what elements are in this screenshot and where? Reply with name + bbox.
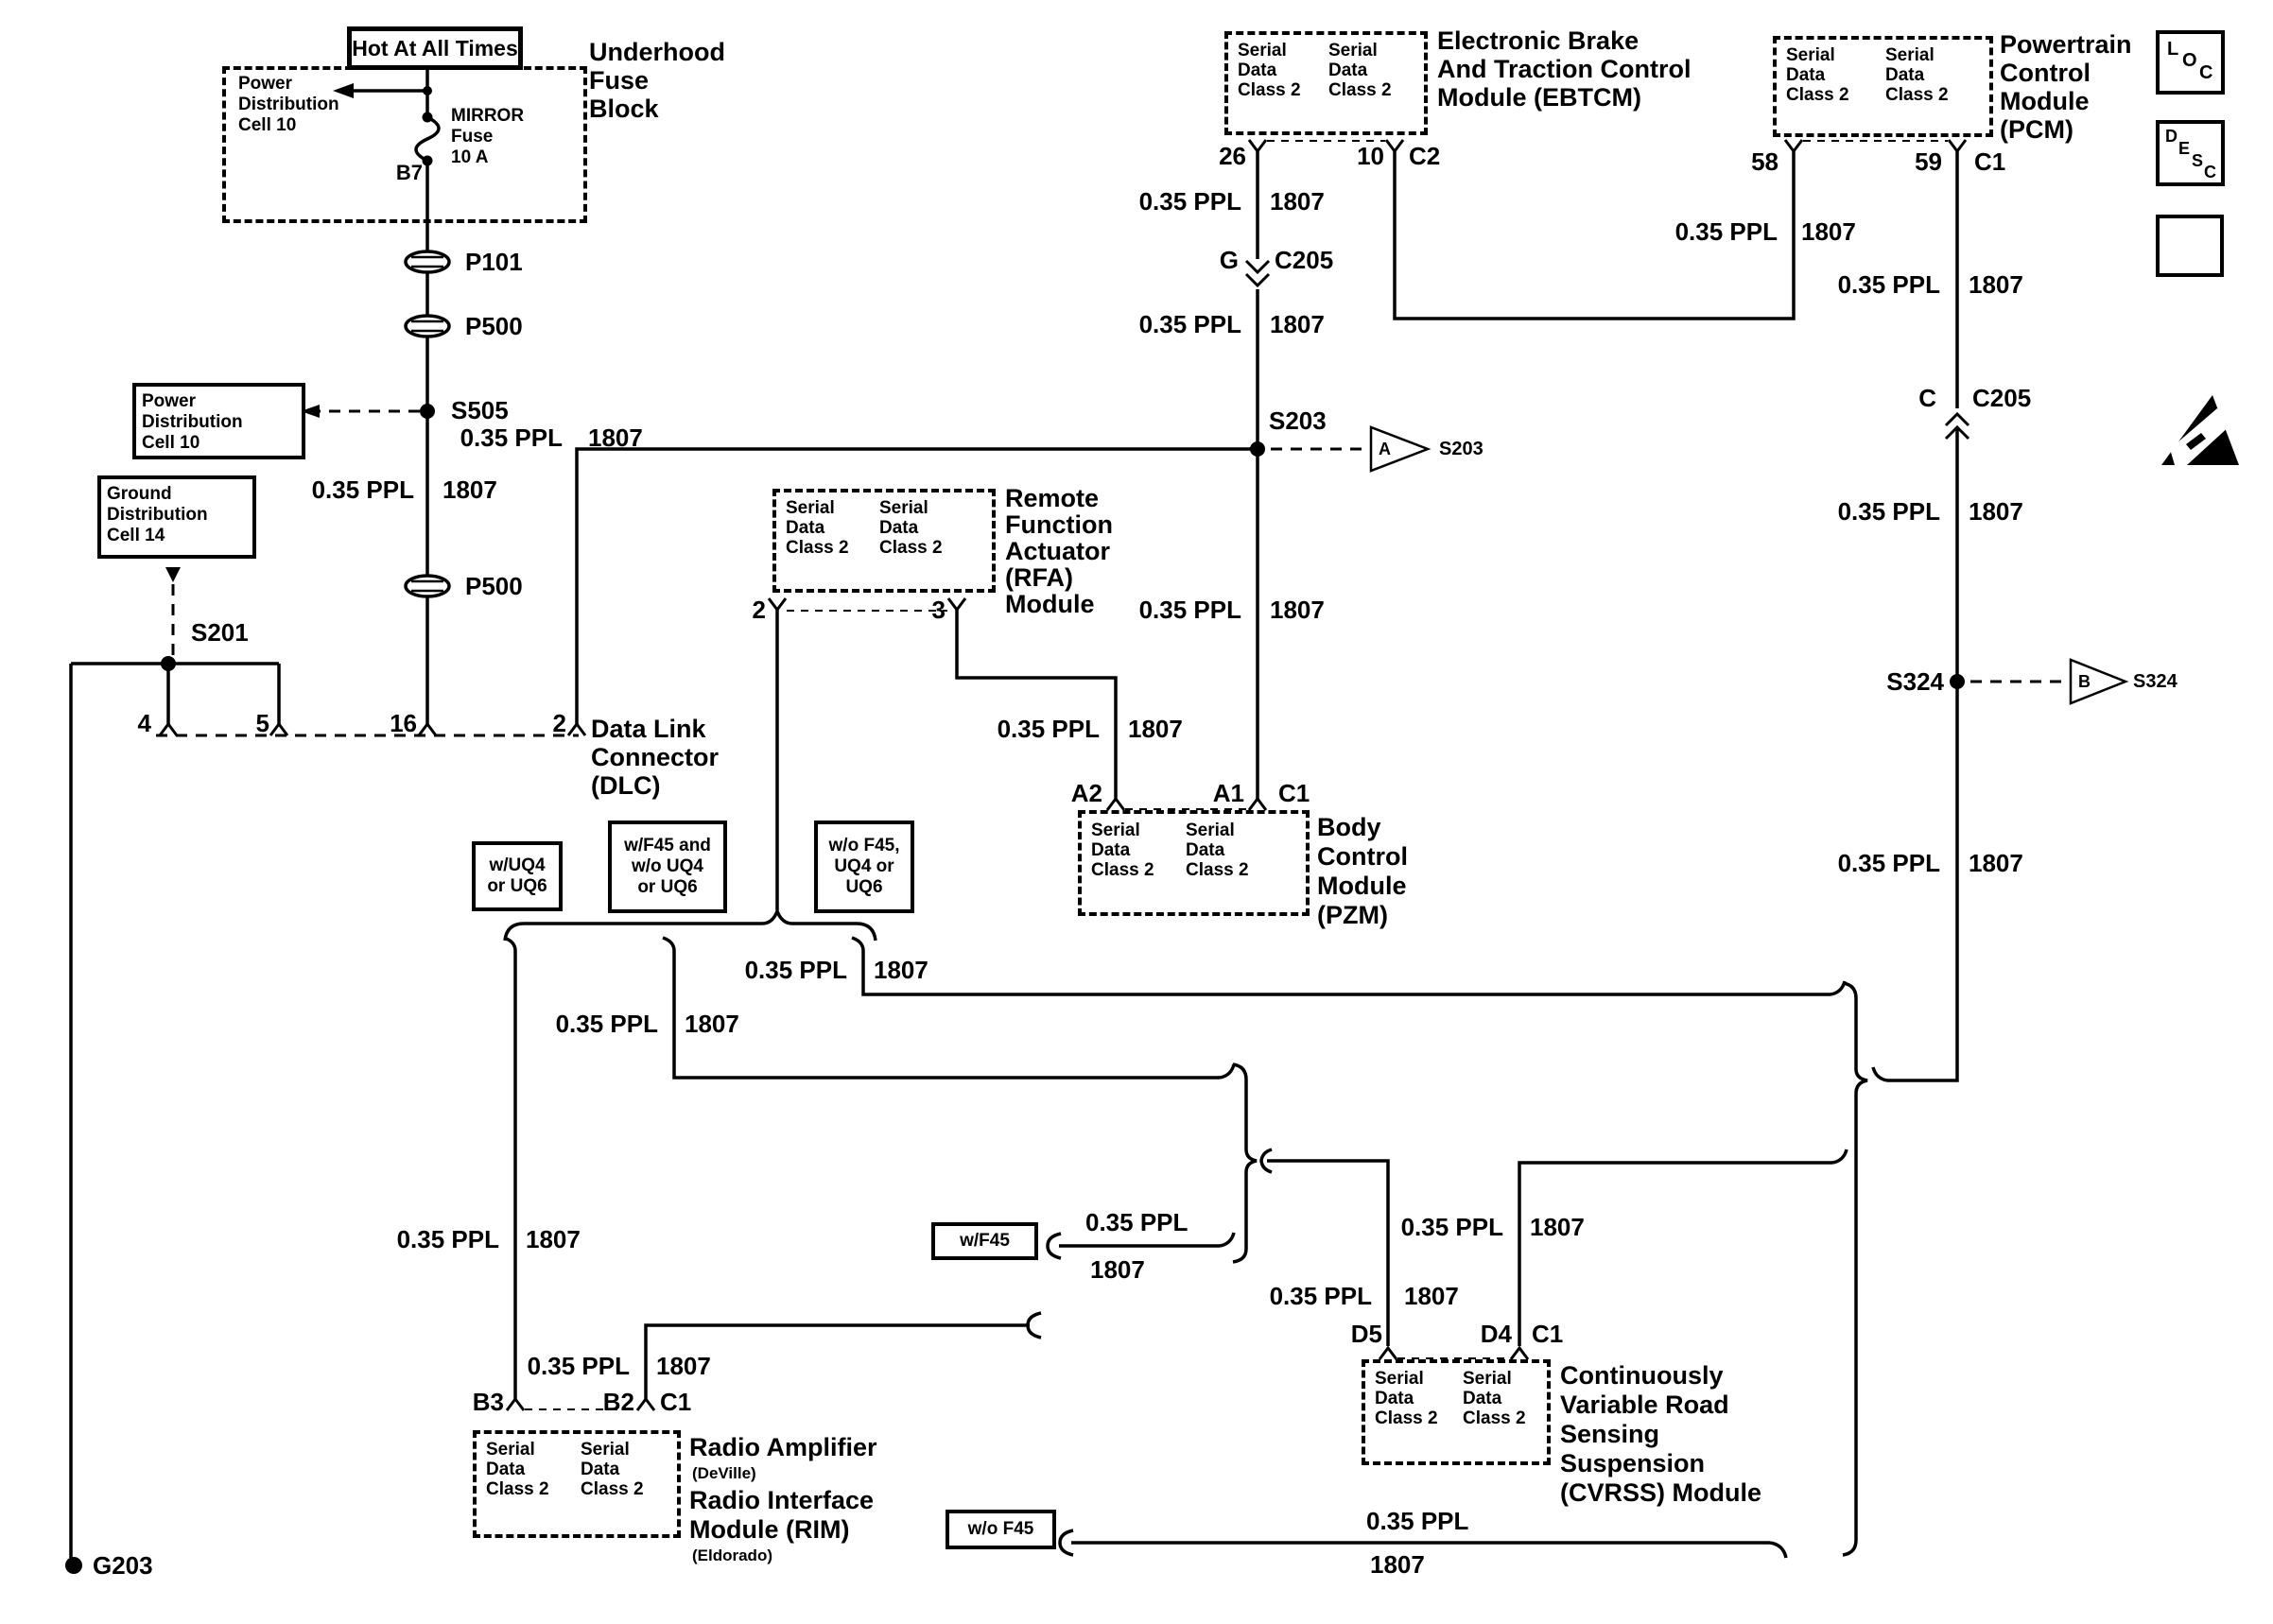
pcm-pin58-fork (1785, 140, 1802, 151)
cvrss-serial-left: Serial Data Class 2 (1375, 1369, 1438, 1428)
g203-terminal (65, 1557, 82, 1574)
wire-circuit: 1807 (442, 475, 497, 504)
hot-at-all-times-box (347, 26, 523, 70)
hook-b2-end (1028, 1313, 1041, 1338)
ground-dist-box (97, 475, 256, 559)
wire-circuit: 1807 (1270, 310, 1325, 338)
dlc-title-3: (DLC) (591, 771, 661, 800)
wire-right-drop (863, 951, 1831, 994)
rim-pinB3: B3 (472, 1388, 504, 1416)
dlc-pin5: 5 (255, 709, 269, 737)
hook-middle-end (1220, 1064, 1234, 1078)
cell10-inline-3: Cell 10 (238, 115, 297, 135)
rim-title-1: Radio Amplifier (689, 1433, 877, 1461)
wire-to-cvrss-d5 (1267, 1161, 1388, 1346)
p500-symbol-2 (406, 576, 449, 596)
rfa-title-2: Function (1005, 510, 1113, 539)
s203-dot (1250, 441, 1265, 457)
pzm-title-3: Module (1317, 872, 1407, 900)
rim-serial-left: Serial Data Class 2 (486, 1440, 549, 1499)
pd-line1: Power (142, 391, 197, 411)
wire-gauge: 0.35 PPL (997, 715, 1100, 743)
esd-warning-icon (2161, 395, 2239, 465)
cvrss-pinD5: D5 (1350, 1320, 1382, 1348)
wire-circuit: 1807 (1404, 1282, 1459, 1310)
cvrss-title-5: (CVRSS) Module (1560, 1478, 1761, 1507)
underhood-title-1: Underhood (589, 38, 725, 66)
underhood-title-3: Block (589, 95, 659, 123)
ebtcm-conn: C2 (1409, 142, 1441, 170)
power-dist-box (132, 383, 305, 459)
wire-gauge: 0.35 PPL (311, 475, 414, 504)
gd-line3: Cell 14 (107, 526, 165, 545)
rim-title-3: Radio Interface (689, 1486, 875, 1514)
wire-circuit: 1807 (874, 956, 928, 984)
c205-c-pin: C (1918, 384, 1936, 412)
pzm-serial-right: Serial Data Class 2 (1186, 821, 1249, 880)
wire-circuit: 1807 (685, 1010, 739, 1038)
ebtcm-serial-right: Serial Data Class 2 (1328, 41, 1392, 100)
ebtcm-serial-left: Serial Data Class 2 (1238, 41, 1301, 100)
c205-g-chevron1 (1246, 261, 1269, 272)
gd-line1: Ground (107, 484, 172, 504)
wire-circuit: 1807 (1090, 1255, 1145, 1284)
desc-letter-e: E (2178, 139, 2191, 158)
wire-gauge: 0.35 PPL (460, 423, 563, 452)
pcm-conn: C1 (1974, 147, 2006, 176)
pzm-pinA1-fork (1249, 799, 1266, 810)
ref-a-label[interactable]: S203 (1439, 439, 1484, 459)
pcm-serial-right: Serial Data Class 2 (1885, 45, 1949, 105)
offpage-refs (1371, 427, 2126, 703)
rfa-title-4: (RFA) (1005, 563, 1073, 592)
pzm-pinA2: A2 (1070, 779, 1102, 807)
cvrss-title-2: Variable Road (1560, 1391, 1729, 1419)
wire-gauge: 0.35 PPL (1837, 849, 1940, 877)
s324-dot (1950, 674, 1965, 689)
wire-circuit: 1807 (1530, 1213, 1585, 1241)
cvrss-title-3: Sensing (1560, 1420, 1660, 1448)
wire-circuit: 1807 (1969, 849, 2023, 877)
s324-label: S324 (1886, 667, 1944, 696)
hook-wf45-start (1048, 1234, 1061, 1258)
fuse-rating: 10 A (451, 147, 489, 167)
pd-line2: Distribution (142, 412, 243, 432)
wire-gauge: 0.35 PPL (1366, 1507, 1469, 1535)
pzm-title-1: Body (1317, 813, 1381, 841)
fuse-word: Fuse (451, 127, 494, 147)
rim-title-5: (Eldorado) (692, 1546, 772, 1564)
rim-pinB3-fork (507, 1399, 524, 1410)
option-brace-horizontal (505, 911, 876, 941)
wire-gauge: 0.35 PPL (396, 1225, 499, 1253)
wire-gauge: 0.35 PPL (1138, 596, 1241, 624)
ebtcm-title-2: And Traction Control (1437, 55, 1692, 83)
pzm-title-2: Control (1317, 842, 1408, 871)
underhood-title-2: Fuse (589, 66, 650, 95)
wire-gauge: 0.35 PPL (1085, 1208, 1189, 1236)
cvrss-serial-right: Serial Data Class 2 (1463, 1369, 1526, 1428)
ebtcm-pin10: 10 (1357, 142, 1384, 170)
dlc-pin5-fork (270, 724, 287, 735)
wire-circuit: 1807 (588, 423, 643, 452)
rfa-pin2: 2 (752, 596, 766, 624)
rfa-serial-right: Serial Data Class 2 (879, 498, 943, 558)
c205-c-chevron1 (1946, 414, 1969, 425)
hook-right-end (1831, 981, 1845, 994)
pzm-pinA2-fork (1107, 799, 1124, 810)
ebtcm-title-3: Module (EBTCM) (1437, 83, 1641, 112)
rfa-serial-left: Serial Data Class 2 (786, 498, 849, 558)
dlc-pin16: 16 (390, 709, 417, 737)
pcm-pin59-fork (1949, 140, 1966, 151)
c205-g-chevron2 (1246, 274, 1269, 285)
ref-b-label[interactable]: S324 (2133, 671, 2178, 692)
ebtcm-title-1: Electronic Brake (1437, 26, 1640, 55)
wire-circuit: 1807 (1270, 187, 1325, 216)
dlc-pin16-fork (419, 724, 436, 735)
option-box-no-f45-uq: w/o F45, UQ4 or UQ6 (814, 821, 914, 913)
rim-title-4: Module (RIM) (689, 1515, 850, 1544)
wire-gauge: 0.35 PPL (1837, 497, 1940, 526)
cvrss-title-1: Continuously (1560, 1361, 1724, 1390)
loc-button[interactable] (2156, 30, 2225, 95)
wire-circuit: 1807 (1969, 270, 2023, 299)
dlc-pin2: 2 (552, 709, 566, 737)
rfa-title-3: Actuator (1005, 537, 1111, 565)
p101-symbol (406, 251, 449, 272)
dlc-pin2-fork (568, 724, 585, 735)
pzm-pinA1: A1 (1212, 779, 1244, 807)
wire-gauge: 0.35 PPL (1269, 1282, 1372, 1310)
wire-circuit: 1807 (1801, 217, 1856, 246)
wire-circuit: 1807 (526, 1225, 581, 1253)
option-box-no-f45[interactable]: w/o F45 (946, 1510, 1056, 1549)
dlc-pin4-fork (160, 724, 177, 735)
pcm-title-2: Control (2000, 59, 2091, 87)
rfa-title-1: Remote (1005, 484, 1100, 512)
hook-right-drop (852, 938, 863, 951)
cvrss-title-4: Suspension (1560, 1449, 1706, 1477)
ebtcm-pin26: 26 (1219, 142, 1246, 170)
g203-label: G203 (93, 1551, 153, 1580)
rim-serial-right: Serial Data Class 2 (581, 1440, 644, 1499)
wire-circuit: 1807 (656, 1352, 711, 1380)
cvrss-pinD5-fork (1379, 1348, 1397, 1359)
s505-label: S505 (451, 396, 509, 424)
desc-letter-c: C (2204, 163, 2216, 181)
splice-dots (65, 86, 1965, 1574)
wire-gauge: 0.35 PPL (1400, 1213, 1503, 1241)
rim-title-2: (DeVille) (692, 1464, 756, 1482)
gd-line2: Distribution (107, 505, 208, 525)
s201-dot (161, 656, 176, 671)
desc-button[interactable] (2156, 120, 2225, 186)
brace-left (1233, 1064, 1257, 1262)
rim-conn: C1 (660, 1388, 692, 1416)
wire-cvrss-d4-up (1519, 1163, 1832, 1346)
c205-g-name: C205 (1275, 246, 1334, 274)
pcm-pin59: 59 (1915, 147, 1942, 176)
wire-gauge: 0.35 PPL (1674, 217, 1778, 246)
loc-letter-o: O (2182, 50, 2197, 71)
cvrss-pinD4-fork (1511, 1348, 1528, 1359)
s201-label: S201 (191, 618, 249, 647)
desc-letter-d: D (2165, 127, 2178, 146)
wire-gauge: 0.35 PPL (527, 1352, 630, 1380)
rfa-pin3-fork (948, 598, 965, 610)
pcm-title-3: Module (2000, 87, 2090, 115)
hook-bottom-start (1060, 1530, 1073, 1555)
pcm-title-1: Powertrain (2000, 30, 2132, 59)
cell10-inline-2: Distribution (238, 95, 339, 114)
pcm-pin58: 58 (1751, 147, 1778, 176)
p500-label-1: P500 (465, 312, 523, 340)
ebtcm-pin10-fork (1386, 140, 1403, 151)
wire-circuit: 1807 (1370, 1550, 1425, 1579)
wire-gauge: 0.35 PPL (1138, 187, 1241, 216)
ebtcm-pin26-fork (1249, 140, 1266, 151)
desc-letter-s: S (2192, 151, 2204, 170)
hot-label: Hot At All Times (352, 35, 518, 60)
pcm-title-4: (PCM) (2000, 115, 2073, 144)
wire-gauge: 0.35 PPL (555, 1010, 658, 1038)
p500-symbol-1 (406, 316, 449, 337)
c205-g-pin: G (1219, 246, 1239, 274)
pzm-conn: C1 (1278, 779, 1310, 807)
ground-arrowhead (165, 567, 181, 582)
wire-circuit: 1807 (1969, 497, 2023, 526)
pd-line3: Cell 10 (142, 433, 200, 453)
hook-pcm-end (1873, 1067, 1887, 1080)
dlc-title-2: Connector (591, 743, 719, 771)
rim-pinB2-fork (637, 1399, 654, 1410)
rim-pinB2: B2 (602, 1388, 634, 1416)
option-box-f45[interactable]: w/F45 (931, 1222, 1038, 1260)
cvrss-conn: C1 (1532, 1320, 1564, 1348)
wire-circuit: 1807 (1128, 715, 1183, 743)
next-page-button[interactable] (2156, 215, 2224, 277)
hook-wf45-end (1220, 1233, 1234, 1246)
cell10-inline-1: Power (238, 74, 293, 94)
pzm-serial-left: Serial Data Class 2 (1091, 821, 1154, 880)
dlc-pin4: 4 (137, 709, 151, 737)
option-box-uq: w/UQ4 or UQ6 (472, 841, 563, 911)
s505-dot (420, 404, 435, 419)
brace-right (1843, 983, 1867, 1555)
cvrss-pinD4: D4 (1480, 1320, 1512, 1348)
p101-label: P101 (465, 248, 523, 276)
rfa-title-5: Module (1005, 590, 1095, 618)
hook-left-drop (504, 938, 515, 951)
hook-middle-drop (663, 938, 674, 951)
ref-a-letter: A (1379, 440, 1391, 458)
hook-d4-end (1832, 1149, 1847, 1163)
s203-label: S203 (1269, 406, 1327, 435)
wire-rfa3-to-pzm-a2 (957, 610, 1116, 799)
wire-gauge: 0.35 PPL (744, 956, 847, 984)
wires (71, 60, 1957, 1558)
ref-b-letter: B (2078, 672, 2091, 691)
wire-gauge: 0.35 PPL (1138, 310, 1241, 338)
rfa-pin2-fork (769, 598, 786, 610)
rfa-pin3: 3 (931, 596, 946, 624)
hook-bottom-end (1770, 1543, 1786, 1558)
dashed-lines (156, 411, 2069, 735)
fuse-pin-label: B7 (395, 161, 423, 184)
dlc-title-1: Data Link (591, 715, 706, 743)
c205-c-name: C205 (1972, 384, 2032, 412)
pcm-serial-left: Serial Data Class 2 (1786, 45, 1849, 105)
wire-gauge: 0.35 PPL (1837, 270, 1940, 299)
loc-letter-l: L (2167, 39, 2179, 60)
fuse-name: MIRROR (451, 106, 525, 126)
wire-circuit: 1807 (1270, 596, 1325, 624)
p500-label-2: P500 (465, 572, 523, 600)
option-box-f45-no-uq: w/F45 and w/o UQ4 or UQ6 (608, 821, 727, 913)
pzm-title-4: (PZM) (1317, 901, 1388, 929)
loc-letter-c: C (2199, 62, 2213, 83)
